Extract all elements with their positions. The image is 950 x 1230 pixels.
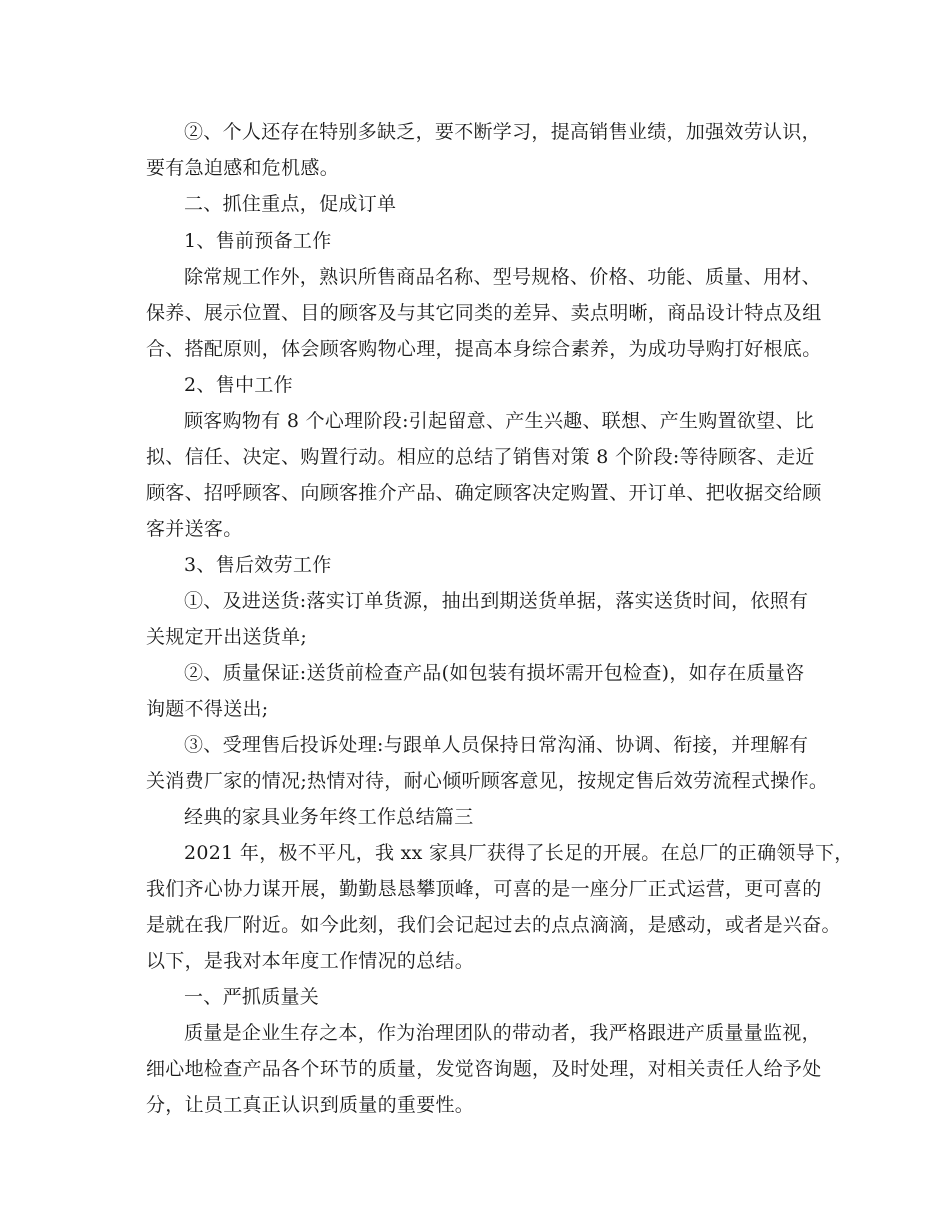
- paragraph-line: ③、受理售后投诉处理:与跟单人员保持日常沟涌、协调、衔接，并理解有: [184, 734, 809, 756]
- paragraph-line: 客并送客。: [146, 518, 243, 540]
- paragraph-line: 我们齐心协力谋开展，勤勤恳恳攀顶峰，可喜的是一座分厂正式运营，更可喜的: [146, 878, 822, 900]
- paragraph-line: ①、及进送货:落实订单货源，抽出到期送货单据，落实送货时间，依照有: [184, 590, 809, 612]
- paragraph-line: 以下，是我对本年度工作情况的总结。: [146, 950, 475, 972]
- paragraph-line: 细心地检查产品各个环节的质量，发觉咨询题，及时处理，对相关责任人给予处: [146, 1058, 822, 1080]
- subsection-heading: 3、售后效劳工作: [184, 554, 332, 576]
- section-title: 经典的家具业务年终工作总结篇三: [184, 806, 474, 828]
- paragraph-line: ②、个人还存在特别多缺乏，要不断学习，提高销售业绩，加强效劳认识，: [184, 121, 821, 143]
- paragraph-line: 合、搭配原则，体会顾客购物心理，提高本身综合素养，为成功导购打好根底。: [146, 338, 822, 360]
- paragraph-line: 质量是企业生存之本，作为治理团队的带动者，我严格跟进产质量量监视，: [184, 1022, 821, 1044]
- paragraph-line: 保养、展示位置、目的顾客及与其它同类的差异、卖点明晰，商品设计特点及组: [146, 302, 822, 324]
- section-heading: 一、严抓质量关: [184, 986, 320, 1008]
- paragraph-line: 要有急迫感和危机感。: [146, 157, 340, 179]
- paragraph-line: 拟、信任、决定、购置行动。相应的总结了销售对策 8 个阶段:等待顾客、走近: [146, 446, 815, 468]
- paragraph-line: 顾客购物有 8 个心理阶段:引起留意、产生兴趣、联想、产生购置欲望、比: [184, 410, 815, 432]
- paragraph-line: 顾客、招呼顾客、向顾客推介产品、确定顾客决定购置、开订单、把收据交给顾: [146, 482, 822, 504]
- paragraph-line: 是就在我厂附近。如今此刻，我们会记起过去的点点滴滴，是感动，或者是兴奋。: [146, 914, 841, 936]
- paragraph-line: 关规定开出送货单;: [146, 626, 308, 648]
- subsection-heading: 1、售前预备工作: [184, 230, 332, 252]
- paragraph-line: 分，让员工真正认识到质量的重要性。: [146, 1094, 475, 1116]
- section-heading: 二、抓住重点，促成订单: [184, 193, 397, 215]
- paragraph-line: 2021 年，极不平凡，我 xx 家具厂获得了长足的开展。在总厂的正确领导下，: [184, 842, 854, 864]
- subsection-heading: 2、售中工作: [184, 374, 293, 396]
- paragraph-line: ②、质量保证:送货前检查产品(如包装有损坏需开包检查)，如存在质量咨: [184, 662, 805, 684]
- paragraph-line: 除常规工作外，熟识所售商品名称、型号规格、价格、功能、质量、用材、: [184, 266, 821, 288]
- paragraph-line: 关消费厂家的情况;热情对待，耐心倾听顾客意见，按规定售后效劳流程式操作。: [146, 770, 829, 792]
- paragraph-line: 询题不得送出;: [146, 698, 269, 720]
